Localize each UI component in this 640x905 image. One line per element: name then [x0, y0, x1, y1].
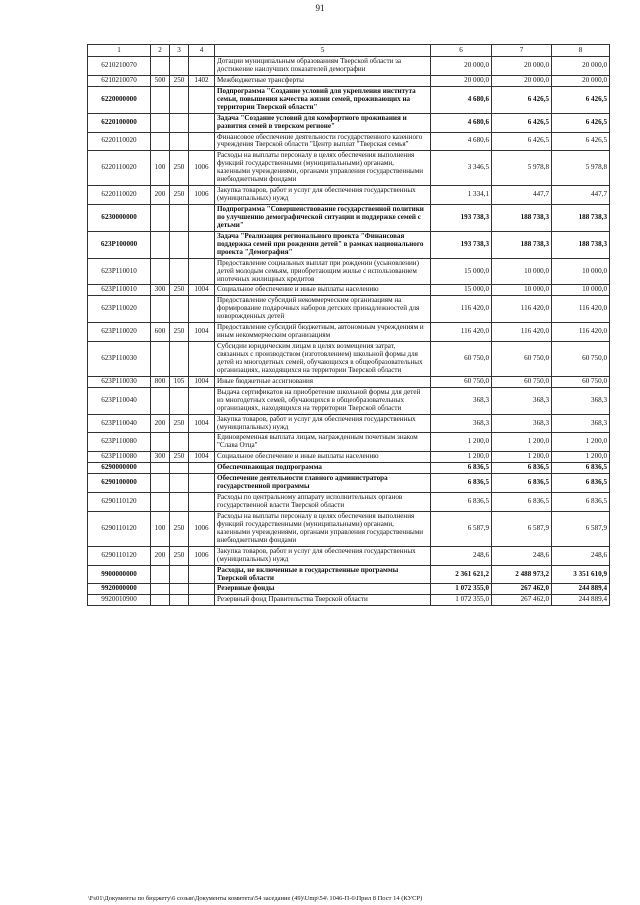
expense-type-cell [151, 433, 170, 452]
amount-2024-cell: 116 420,0 [431, 296, 492, 323]
amount-2026-cell: 116 420,0 [552, 323, 610, 342]
table-row [88, 205, 610, 232]
amount-2025-cell: 1 200,0 [492, 433, 552, 452]
amount-2026-cell: 6 836,5 [552, 493, 610, 512]
amount-2026-cell: 447,7 [552, 186, 610, 205]
amount-2026-cell: 368,3 [552, 414, 610, 433]
section-cell [189, 57, 215, 76]
target-code-cell: 623P110080 [88, 452, 151, 463]
description-cell: Обеспечивающая подпрограмма [215, 463, 431, 474]
amount-2025-cell: 1 200,0 [492, 452, 552, 463]
description-cell: Задача "Реализация регионального проекта "Финансовая поддержка семей при рождении детей" в рамках национального проекта "Демография" [215, 231, 431, 258]
page-number: 91 [315, 3, 325, 13]
amount-2024-cell: 4 680,6 [431, 132, 492, 151]
section-cell [189, 584, 215, 595]
table-row [88, 113, 610, 132]
description-cell: Резервные фонды [215, 584, 431, 595]
description-cell: Социальное обеспечение и иные выплаты населению [215, 452, 431, 463]
expense-type-cell: 200 [151, 546, 170, 565]
section-cell: 1006 [189, 186, 215, 205]
amount-2025-cell: 368,3 [492, 387, 552, 414]
expense-type-cell: 500 [151, 75, 170, 86]
section-cell: 1004 [189, 323, 215, 342]
expense-type-cell [151, 258, 170, 285]
description-cell: Предоставление субсидий бюджетным, автономным учреждениям и иным некоммерческим организациям [215, 323, 431, 342]
expense-type-cell: 200 [151, 186, 170, 205]
expense-type-cell [151, 565, 170, 584]
target-code-cell: 623P110010 [88, 258, 151, 285]
column-header: 5 [215, 45, 431, 57]
table-row [88, 86, 610, 113]
description-cell: Единовременная выплата лицам, награжденным почетным знаком "Слава Отца" [215, 433, 431, 452]
admin-code-cell: 250 [170, 323, 189, 342]
amount-2024-cell: 15 000,0 [431, 258, 492, 285]
table-row [88, 342, 610, 377]
admin-code-cell [170, 565, 189, 584]
amount-2026-cell: 188 738,3 [552, 231, 610, 258]
table-header-row [88, 45, 610, 57]
amount-2024-cell: 4 680,6 [431, 113, 492, 132]
target-code-cell: 6220000000 [88, 86, 151, 113]
amount-2026-cell: 60 750,0 [552, 342, 610, 377]
admin-code-cell [170, 296, 189, 323]
amount-2026-cell: 6 426,5 [552, 113, 610, 132]
target-code-cell: 6210210070 [88, 75, 151, 86]
amount-2024-cell: 368,3 [431, 414, 492, 433]
amount-2026-cell: 6 426,5 [552, 86, 610, 113]
table-row [88, 151, 610, 186]
amount-2025-cell: 267 462,0 [492, 584, 552, 595]
admin-code-cell: 250 [170, 186, 189, 205]
admin-code-cell [170, 584, 189, 595]
description-cell: Расходы на выплаты персоналу в целях обеспечения выполнения функций государственными (муниципальными) органами, казенными учреждениями, органами управления государственными внебюджетными фондами [215, 511, 431, 546]
section-cell [189, 493, 215, 512]
admin-code-cell [170, 86, 189, 113]
amount-2024-cell: 3 346,5 [431, 151, 492, 186]
target-code-cell: 623P110040 [88, 387, 151, 414]
amount-2026-cell: 20 000,0 [552, 57, 610, 76]
description-cell: Предоставление субсидий некоммерческим организациям на формирование подарочных наборов детских принадлежностей для новорожденных детей [215, 296, 431, 323]
section-cell [189, 463, 215, 474]
amount-2024-cell: 60 750,0 [431, 376, 492, 387]
admin-code-cell [170, 57, 189, 76]
description-cell: Предоставление социальных выплат при рождении (усыновлении) детей молодым семьям, приобретающим жилье с использованием ипотечных жилищных кредитов [215, 258, 431, 285]
amount-2024-cell: 6 587,9 [431, 511, 492, 546]
description-cell: Закупка товаров, работ и услуг для обеспечения государственных (муниципальных) нужд [215, 546, 431, 565]
amount-2025-cell: 6 426,5 [492, 132, 552, 151]
table-row [88, 584, 610, 595]
amount-2026-cell: 6 836,5 [552, 474, 610, 493]
budget-table [87, 44, 610, 606]
target-code-cell: 9900000000 [88, 565, 151, 584]
expense-type-cell [151, 113, 170, 132]
table-row [88, 452, 610, 463]
amount-2026-cell: 244 889,4 [552, 595, 610, 606]
section-cell [189, 565, 215, 584]
description-cell: Дотации муниципальным образованиям Тверской области за достижение наилучших показателей демографии [215, 57, 431, 76]
amount-2025-cell: 10 000,0 [492, 258, 552, 285]
table-row [88, 414, 610, 433]
file-path-footer: \Fs01\Документы по бюджету\6 созыв\Документы комитета\54 заседание (49)\Ump\54\ 1046-П-6\Прил 8 Пост 14 (КУСР) [88, 895, 423, 902]
target-code-cell: 623P110080 [88, 433, 151, 452]
admin-code-cell: 250 [170, 285, 189, 296]
amount-2025-cell: 6 426,5 [492, 86, 552, 113]
amount-2025-cell: 20 000,0 [492, 57, 552, 76]
section-cell: 1006 [189, 546, 215, 565]
amount-2025-cell: 6 426,5 [492, 113, 552, 132]
amount-2024-cell: 1 072 355,0 [431, 595, 492, 606]
amount-2024-cell: 1 072 355,0 [431, 584, 492, 595]
expense-type-cell [151, 387, 170, 414]
expense-type-cell [151, 342, 170, 377]
target-code-cell: 623P100000 [88, 231, 151, 258]
target-code-cell: 6230000000 [88, 205, 151, 232]
section-cell: 1004 [189, 285, 215, 296]
description-cell: Подпрограмма "Совершенствование государственной политики по улучшению демографической ситуации и поддержке семей с детьми" [215, 205, 431, 232]
target-code-cell: 6220110020 [88, 151, 151, 186]
section-cell [189, 132, 215, 151]
target-code-cell: 6290100000 [88, 474, 151, 493]
admin-code-cell [170, 205, 189, 232]
expense-type-cell [151, 296, 170, 323]
description-cell: Задача "Создание условий для комфортного проживания и развития семей в тверском регионе" [215, 113, 431, 132]
target-code-cell: 623P110010 [88, 285, 151, 296]
expense-type-cell [151, 132, 170, 151]
amount-2025-cell: 447,7 [492, 186, 552, 205]
expense-type-cell: 100 [151, 511, 170, 546]
description-cell: Закупка товаров, работ и услуг для обеспечения государственных (муниципальных) нужд [215, 414, 431, 433]
admin-code-cell: 250 [170, 75, 189, 86]
amount-2025-cell: 2 488 973,2 [492, 565, 552, 584]
target-code-cell: 6220110020 [88, 186, 151, 205]
table-row [88, 285, 610, 296]
amount-2026-cell: 1 200,0 [552, 433, 610, 452]
table-row [88, 323, 610, 342]
amount-2025-cell: 368,3 [492, 414, 552, 433]
description-cell: Субсидии юридическим лицам в целях возмещения затрат, связанных с производством (изготовлением) школьной формы для детей из многодетных семей, обучающихся в общеобразовательных организациях, находящихся на территории Тверской области [215, 342, 431, 377]
admin-code-cell: 250 [170, 511, 189, 546]
amount-2024-cell: 248,6 [431, 546, 492, 565]
amount-2026-cell: 1 200,0 [552, 452, 610, 463]
expense-type-cell: 100 [151, 151, 170, 186]
section-cell: 1004 [189, 414, 215, 433]
section-cell [189, 231, 215, 258]
amount-2024-cell: 1 200,0 [431, 433, 492, 452]
table-row [88, 433, 610, 452]
amount-2025-cell: 6 836,5 [492, 474, 552, 493]
description-cell: Закупка товаров, работ и услуг для обеспечения государственных (муниципальных) нужд [215, 186, 431, 205]
description-cell: Выдача сертификатов на приобретение школьной формы для детей из многодетных семей, обучающихся в общеобразовательных организациях, находящихся на территории Тверской области [215, 387, 431, 414]
section-cell [189, 205, 215, 232]
table-row [88, 387, 610, 414]
section-cell [189, 258, 215, 285]
column-header: 8 [552, 45, 610, 57]
expense-type-cell: 300 [151, 452, 170, 463]
amount-2025-cell: 248,6 [492, 546, 552, 565]
amount-2024-cell: 20 000,0 [431, 75, 492, 86]
amount-2026-cell: 116 420,0 [552, 296, 610, 323]
amount-2026-cell: 368,3 [552, 387, 610, 414]
admin-code-cell: 250 [170, 546, 189, 565]
table-row [88, 463, 610, 474]
expense-type-cell [151, 595, 170, 606]
section-cell: 1004 [189, 452, 215, 463]
target-code-cell: 6290000000 [88, 463, 151, 474]
amount-2024-cell: 60 750,0 [431, 342, 492, 377]
admin-code-cell: 250 [170, 452, 189, 463]
amount-2026-cell: 3 351 610,9 [552, 565, 610, 584]
target-code-cell: 623P110020 [88, 296, 151, 323]
table-row [88, 231, 610, 258]
admin-code-cell: 250 [170, 151, 189, 186]
description-cell: Межбюджетные трансферты [215, 75, 431, 86]
amount-2026-cell: 6 587,9 [552, 511, 610, 546]
admin-code-cell [170, 595, 189, 606]
target-code-cell: 6290110120 [88, 546, 151, 565]
column-header: 3 [170, 45, 189, 57]
admin-code-cell [170, 342, 189, 377]
expense-type-cell [151, 493, 170, 512]
section-cell [189, 113, 215, 132]
amount-2024-cell: 1 200,0 [431, 452, 492, 463]
amount-2024-cell: 6 836,5 [431, 474, 492, 493]
amount-2024-cell: 193 738,3 [431, 231, 492, 258]
section-cell [189, 595, 215, 606]
amount-2024-cell: 20 000,0 [431, 57, 492, 76]
section-cell: 1006 [189, 151, 215, 186]
amount-2025-cell: 10 000,0 [492, 285, 552, 296]
column-header: 1 [88, 45, 151, 57]
admin-code-cell [170, 433, 189, 452]
section-cell [189, 342, 215, 377]
table-row [88, 511, 610, 546]
table-row [88, 57, 610, 76]
amount-2026-cell: 60 750,0 [552, 376, 610, 387]
amount-2025-cell: 188 738,3 [492, 231, 552, 258]
target-code-cell: 623P110020 [88, 323, 151, 342]
target-code-cell: 9920000000 [88, 584, 151, 595]
amount-2024-cell: 6 836,5 [431, 463, 492, 474]
expense-type-cell [151, 57, 170, 76]
amount-2026-cell: 248,6 [552, 546, 610, 565]
description-cell: Подпрограмма "Создание условий для укрепления института семьи, повышения качества жизни семей, проживающих на территории Тверской области" [215, 86, 431, 113]
section-cell [189, 433, 215, 452]
admin-code-cell [170, 463, 189, 474]
amount-2024-cell: 368,3 [431, 387, 492, 414]
amount-2026-cell: 10 000,0 [552, 258, 610, 285]
table-row [88, 474, 610, 493]
table-row [88, 258, 610, 285]
description-cell: Социальное обеспечение и иные выплаты населению [215, 285, 431, 296]
target-code-cell: 623P110030 [88, 342, 151, 377]
admin-code-cell: 250 [170, 414, 189, 433]
description-cell: Расходы, не включенные в государственные программы Тверской области [215, 565, 431, 584]
column-header: 7 [492, 45, 552, 57]
admin-code-cell [170, 474, 189, 493]
amount-2025-cell: 60 750,0 [492, 342, 552, 377]
amount-2024-cell: 15 000,0 [431, 285, 492, 296]
amount-2025-cell: 267 462,0 [492, 595, 552, 606]
expense-type-cell: 200 [151, 414, 170, 433]
description-cell: Финансовое обеспечение деятельности государственного казенного учреждения Тверской области "Центр выплат "Тверская семья" [215, 132, 431, 151]
table-row [88, 296, 610, 323]
target-code-cell: 623P110040 [88, 414, 151, 433]
amount-2026-cell: 20 000,0 [552, 75, 610, 86]
amount-2025-cell: 116 420,0 [492, 323, 552, 342]
table-row [88, 493, 610, 512]
table-row [88, 186, 610, 205]
amount-2024-cell: 193 738,3 [431, 205, 492, 232]
target-code-cell: 6290110120 [88, 493, 151, 512]
amount-2026-cell: 188 738,3 [552, 205, 610, 232]
table-row [88, 376, 610, 387]
admin-code-cell: 105 [170, 376, 189, 387]
amount-2026-cell: 6 836,5 [552, 463, 610, 474]
table-row [88, 75, 610, 86]
description-cell: Расходы на выплаты персоналу в целях обеспечения выполнения функций государственными (муниципальными) органами, казенными учреждениями, органами управления государственными внебюджетными фондами [215, 151, 431, 186]
amount-2025-cell: 6 836,5 [492, 493, 552, 512]
amount-2024-cell: 2 361 621,2 [431, 565, 492, 584]
section-cell: 1006 [189, 511, 215, 546]
amount-2026-cell: 5 978,8 [552, 151, 610, 186]
amount-2024-cell: 6 836,5 [431, 493, 492, 512]
amount-2025-cell: 20 000,0 [492, 75, 552, 86]
amount-2026-cell: 10 000,0 [552, 285, 610, 296]
target-code-cell: 623P110030 [88, 376, 151, 387]
section-cell [189, 86, 215, 113]
expense-type-cell [151, 205, 170, 232]
expense-type-cell [151, 463, 170, 474]
expense-type-cell [151, 474, 170, 493]
target-code-cell: 6290110120 [88, 511, 151, 546]
section-cell: 1004 [189, 376, 215, 387]
target-code-cell: 6220110020 [88, 132, 151, 151]
description-cell: Иные бюджетные ассигнования [215, 376, 431, 387]
amount-2025-cell: 6 836,5 [492, 463, 552, 474]
column-header: 4 [189, 45, 215, 57]
amount-2024-cell: 116 420,0 [431, 323, 492, 342]
description-cell: Расходы по центральному аппарату исполнительных органов государственной власти Тверской области [215, 493, 431, 512]
expense-type-cell: 300 [151, 285, 170, 296]
table-row [88, 565, 610, 584]
amount-2025-cell: 188 738,3 [492, 205, 552, 232]
amount-2025-cell: 5 978,8 [492, 151, 552, 186]
section-cell [189, 387, 215, 414]
target-code-cell: 6210210070 [88, 57, 151, 76]
admin-code-cell [170, 113, 189, 132]
amount-2025-cell: 60 750,0 [492, 376, 552, 387]
amount-2025-cell: 6 587,9 [492, 511, 552, 546]
target-code-cell: 9920010900 [88, 595, 151, 606]
amount-2024-cell: 4 680,6 [431, 86, 492, 113]
admin-code-cell [170, 493, 189, 512]
amount-2025-cell: 116 420,0 [492, 296, 552, 323]
expense-type-cell [151, 231, 170, 258]
expense-type-cell [151, 584, 170, 595]
section-cell: 1402 [189, 75, 215, 86]
admin-code-cell [170, 132, 189, 151]
table-row [88, 132, 610, 151]
table-row [88, 546, 610, 565]
expense-type-cell: 800 [151, 376, 170, 387]
amount-2026-cell: 244 889,4 [552, 584, 610, 595]
section-cell [189, 296, 215, 323]
admin-code-cell [170, 231, 189, 258]
column-header: 2 [151, 45, 170, 57]
description-cell: Обеспечение деятельности главного администратора государственной программы [215, 474, 431, 493]
amount-2024-cell: 1 334,1 [431, 186, 492, 205]
target-code-cell: 6220100000 [88, 113, 151, 132]
admin-code-cell [170, 387, 189, 414]
description-cell: Резервный фонд Правительства Тверской области [215, 595, 431, 606]
table-row [88, 595, 610, 606]
column-header: 6 [431, 45, 492, 57]
expense-type-cell: 600 [151, 323, 170, 342]
admin-code-cell [170, 258, 189, 285]
amount-2026-cell: 6 426,5 [552, 132, 610, 151]
expense-type-cell [151, 86, 170, 113]
section-cell [189, 474, 215, 493]
